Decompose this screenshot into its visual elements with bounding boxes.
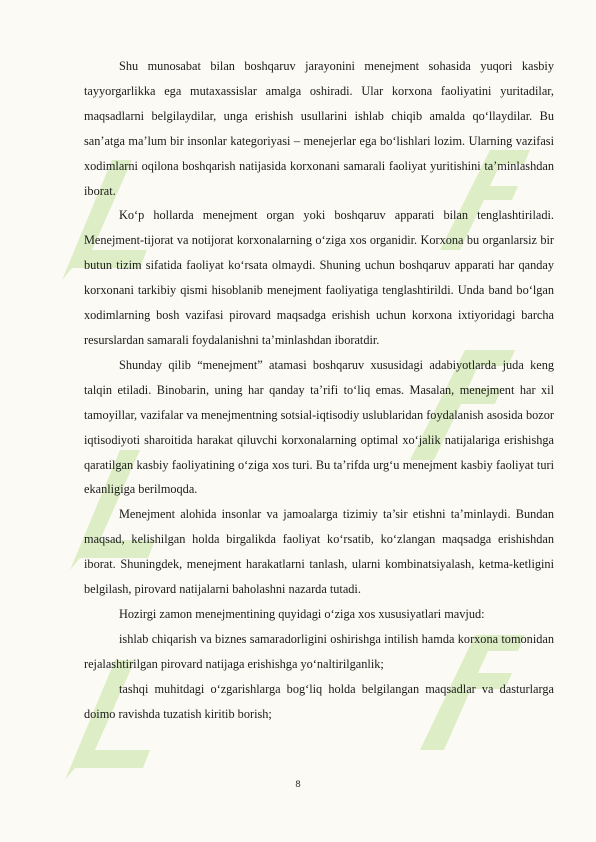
paragraph: Shu munosabat bilan boshqaruv jarayonini menejment sohasida yuqori kasbiy tayyorgarlikka ega mutaxassislar amalga oshiradi. Ular korxona faoliyatini yuritadilar, maqsadlarni belgilaydilar, unga erishish usullarini ishlab chiqib amalda qo‘llaydilar. Bu san’atga ma’lum bir insonlar kategoriyasi – menejerlar ega bo‘lishlari lozim. Ularning vazifasi xodimlarni oqilona boshqarish natijasida korxonani samarali faoliyat yuritishini ta’minlashdan iborat. <box>84 59 554 198</box>
paragraph: Hozirgi zamon menejmentining quyidagi o‘ziga xos xususiyatlari mavjud: <box>119 606 485 621</box>
body-text <box>84 54 554 726</box>
list-item: tashqi muhitdagi o‘zgarishlarga bog‘liq holda belgilangan maqsadlar va dasturlarga doimo ravishda tuzatish kiritib borish; <box>84 681 554 721</box>
paragraph: Menejment alohida insonlar va jamoalarga tizimiy ta’sir etishni ta’minlaydi. Bundan maqsad, kelishilgan holda birgalikda faoliyat ko‘rsatib, ko‘zlangan maqsadga erishishdan iborat. Shuningdek, menejment harakatlarni tanlash, ularni kombinatsiyalash, ketma-ketligini belgilash, pirovard natijalarni baholashni nazarda tutadi. <box>84 507 554 597</box>
paragraph: Ko‘p hollarda menejment organ yoki boshqaruv apparati bilan tenglashtiriladi. Menejment-tijorat va notijorat korxonalarning o‘ziga xos organidir. Korxona bu organlarsiz bir butun tizim sifatida faoliyat ko‘rsata olmaydi. Shuning uchun boshqaruv apparati har qanday korxonani tarkibiy qismi hisoblanib menejment faoliyatiga tenglashtirildi. Unda band bo‘lgan xodimlarning bosh vazifasi pirovard maqsadga erishish uchun korxona ixtiyoridagi barcha resurslardan samarali foydalanishni ta’minlashdan iboratdir. <box>84 208 554 347</box>
page-number: 8 <box>295 779 301 790</box>
paragraph: Shunday qilib “menejment” atamasi boshqaruv xususidagi adabiyotlarda juda keng talqin etiladi. Binobarin, uning har qanday ta’rifi to‘liq emas. Masalan, menejment har xil tamoyillar, vazifalar va menejmentning sotsial-iqtisodiy uslublaridan foydalanish asosida bozor iqtisodiyoti sharoitida harakat qiluvchi korxonalarning optimal xo‘jalik natijalariga erishishga qaratilgan kasbiy faoliyatining o‘ziga xos turi. Bu ta’rifda urg‘u menejment kasbiy faoliyat turi ekanligiga berilmoqda. <box>84 357 554 497</box>
list-item: ishlab chiqarish va biznes samaradorligini oshirishga intilish hamda korxona tomonidan rejalashtirilgan pirovard natijaga erishishga yo‘naltirilganlik; <box>84 631 554 671</box>
